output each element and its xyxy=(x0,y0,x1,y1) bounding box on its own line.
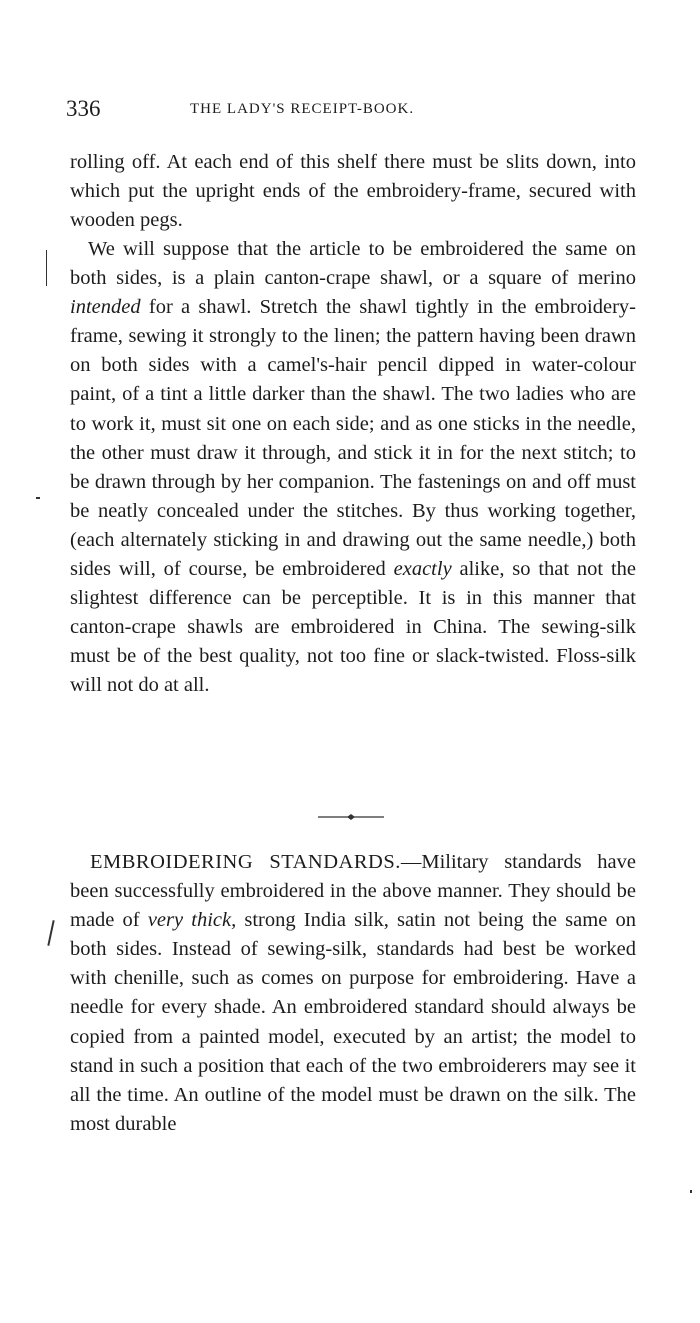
paragraph-shawl-embroidery xyxy=(70,235,636,701)
text-run: rolling off. At each end of this shelf there must be slits down, into which put the upright ends of the embroidery-frame, secured with wooden pegs. xyxy=(70,151,636,232)
running-head: THE LADY'S RECEIPT-BOOK. xyxy=(190,101,415,117)
section-heading: EMBROIDERING STANDARDS. xyxy=(90,851,401,873)
margin-mark xyxy=(690,1190,692,1193)
paragraph-embroidering-standards xyxy=(70,848,636,1139)
text-run: for a shawl. Stretch the shawl tightly in the embroidery-frame, sewing it strongly to the linen; the pattern having been drawn on both sides with a camel's-hair pencil dipped in water-colour paint, of a tint a little darker than the shawl. The two ladies who are to work it, must sit one on each side; and as one sticks in the needle, the other must draw it through, and stick it in for the next stitch; to be drawn through by her companion. The fastenings on and off must be neatly concealed under the stitches. By thus working together, (each alternately sticking in and drawing out the same needle,) both sides will, of course, be embroidered xyxy=(70,296,636,581)
paragraph-continuation xyxy=(70,148,636,235)
margin-mark xyxy=(36,497,40,499)
text-run: —Military standards have been successfully embroidered in the above manner. They should be made of xyxy=(70,851,636,932)
italic-text: exactly xyxy=(393,558,452,581)
page-number: 336 xyxy=(66,96,101,121)
text-run: alike, so that not the slightest difference can be perceptible. It is in this manner that canton-crape shawls are embroidered in China. The sewing-silk must be of the best quality, not too fine or slack-twisted. Floss-silk will not do at all. xyxy=(70,558,636,697)
text-run: strong India silk, satin not being the same on both sides. Instead of sewing-silk, standards had best be worked with chenille, such as comes on purpose for embroidering. Have a needle for every shade. An embroidered standard should always be copied from a painted model, executed by an artist; the model to stand in such a position that each of the two embroiderers may see it all the time. An outline of the model must be drawn on the silk. The most durable xyxy=(70,909,636,1135)
margin-mark xyxy=(46,250,47,286)
italic-text: very thick, xyxy=(147,909,237,932)
margin-mark xyxy=(47,920,54,946)
text-run: We will suppose that the article to be embroidered the same on both sides, is a plain canton-crape shawl, or a square of merino xyxy=(70,238,636,290)
section-divider-ornament xyxy=(318,810,384,824)
italic-text: intended xyxy=(70,296,141,319)
page-header xyxy=(66,96,636,130)
